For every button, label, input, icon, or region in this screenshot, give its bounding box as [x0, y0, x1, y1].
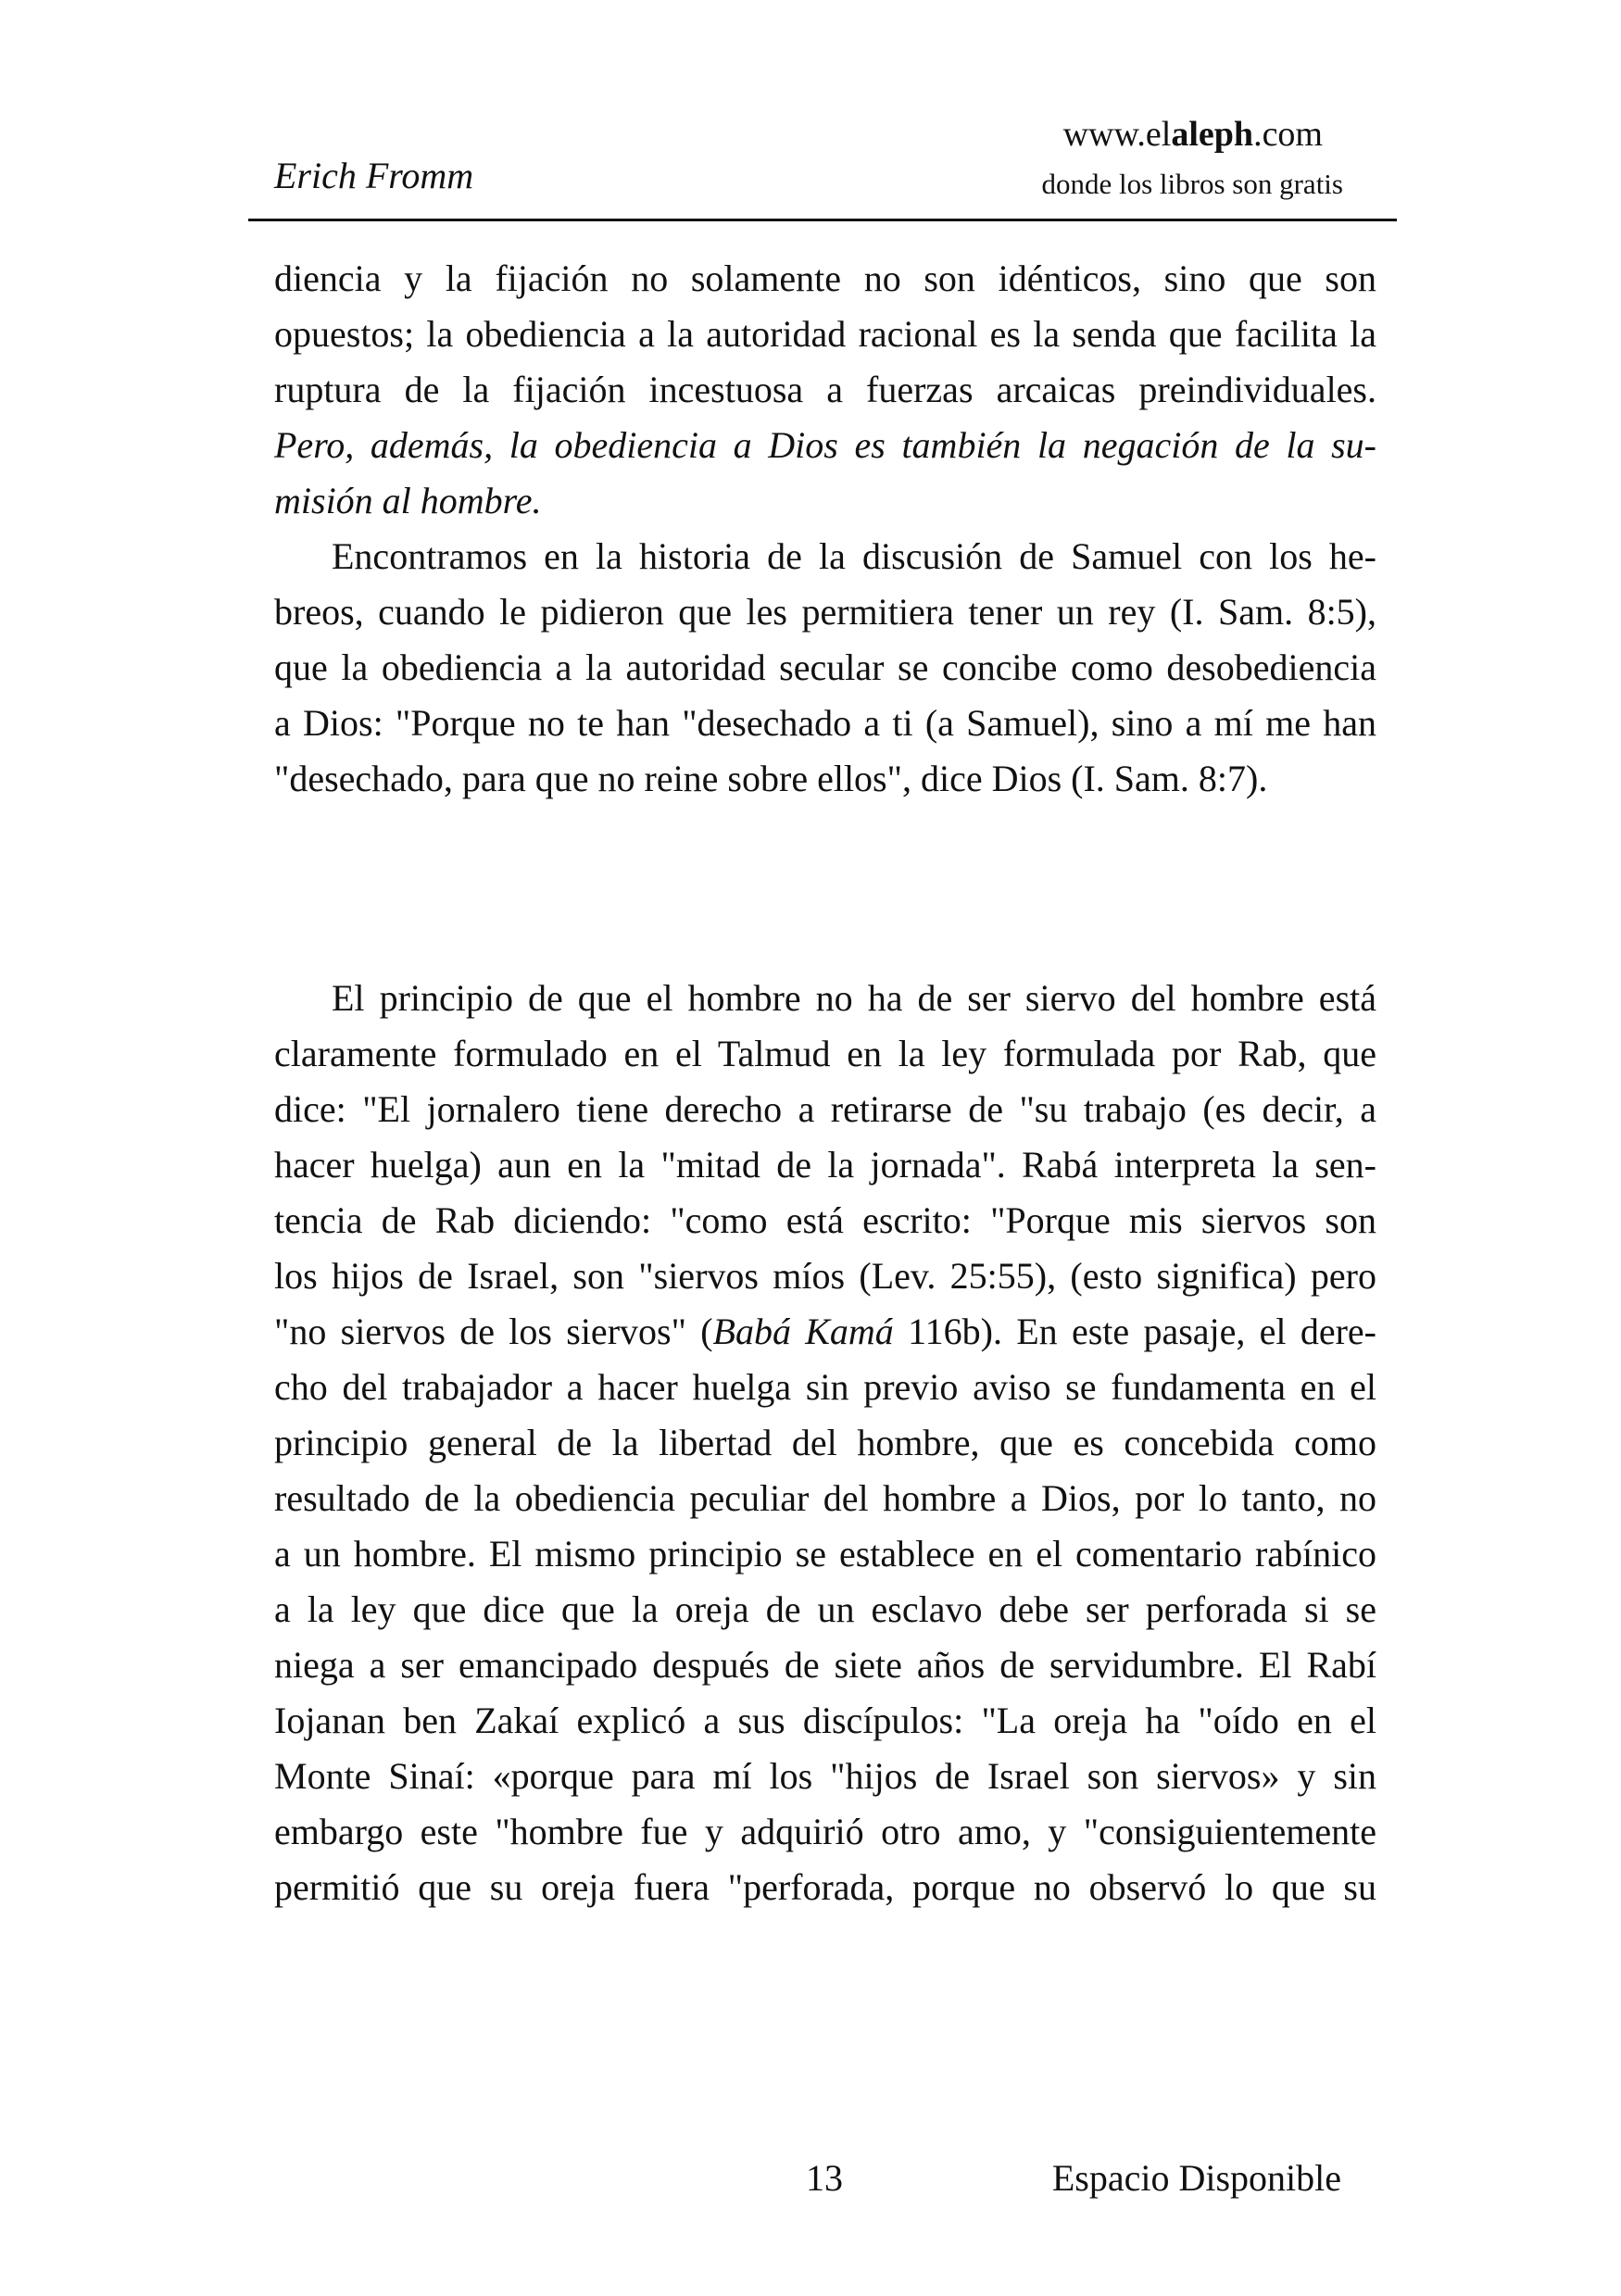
line-start: "no siervos de los siervos" (: [274, 1311, 713, 1352]
text-line: a Dios: "Porque no te han "desechado a ti (a Samuel), sino a mí me han: [274, 702, 1376, 744]
site-bold: aleph: [1171, 115, 1254, 154]
text-line: Monte Sinaí: «porque para mí los "hijos de Israel son siervos» y sin: [274, 1755, 1376, 1797]
text-line: opuestos; la obediencia a la autoridad racional es la senda que facilita la: [274, 313, 1376, 355]
text-line: hacer huelga) aun en la "mitad de la jornada". Rabá interpreta la sen-: [274, 1144, 1376, 1186]
header-author: Erich Fromm: [274, 155, 474, 196]
header-tagline: donde los libros son gratis: [1041, 168, 1343, 200]
site-suffix: .com: [1253, 115, 1323, 154]
paragraph-block-1: [274, 251, 1376, 807]
text-line-mixed: [274, 1304, 1376, 1360]
text-line: ruptura de la fijación incestuosa a fuerzas arcaicas preindividuales.: [274, 369, 1376, 410]
line-end: 116b). En este pasaje, el dere-: [893, 1311, 1376, 1352]
citation-italic: Babá Kamá: [712, 1311, 894, 1352]
text-line: embargo este "hombre fue y adquirió otro amo, y "consiguientemente: [274, 1811, 1376, 1852]
text-line: cho del trabajador a hacer huelga sin previo aviso se fundamenta en el: [274, 1366, 1376, 1408]
text-line: claramente formulado en el Talmud en la ley formulada por Rab, que: [274, 1033, 1376, 1074]
text-line: diencia y la fijación no solamente no son idénticos, sino que son: [274, 257, 1376, 299]
text-line: dice: "El jornalero tiene derecho a retirarse de "su trabajo (es decir, a: [274, 1088, 1376, 1130]
text-line: los hijos de Israel, son "siervos míos (Lev. 25:55), (esto significa) pero: [274, 1255, 1376, 1297]
text-line-italic: misión al hombre.: [274, 480, 542, 521]
text-line: Iojanan ben Zakaí explicó a sus discípulos: "La oreja ha "oído en el: [274, 1700, 1376, 1741]
text-line: resultado de la obediencia peculiar del hombre a Dios, por lo tanto, no: [274, 1477, 1376, 1519]
page-number: 13: [806, 2157, 843, 2199]
text-line: que la obediencia a la autoridad secular se concibe como desobediencia: [274, 646, 1376, 688]
site-prefix: www.el: [1062, 115, 1172, 154]
paragraph-block-2: [274, 971, 1376, 1915]
header-site-url[interactable]: [1063, 113, 1323, 156]
text-line: breos, cuando le pidieron que les permitiera tener un rey (I. Sam. 8:5),: [274, 591, 1376, 633]
text-line: niega a ser emancipado después de siete años de servidumbre. El Rabí: [274, 1644, 1376, 1686]
header-divider: [248, 219, 1397, 221]
text-line: principio general de la libertad del hombre, que es concebida como: [274, 1422, 1376, 1463]
text-line-italic: Pero, además, la obediencia a Dios es también la negación de la su-: [274, 424, 1376, 466]
text-line: a un hombre. El mismo principio se establece en el comentario rabínico: [274, 1533, 1376, 1575]
footer-label: Espacio Disponible: [1051, 2157, 1341, 2199]
text-line: a la ley que dice que la oreja de un esclavo debe ser perforada si se: [274, 1588, 1376, 1630]
text-line: Encontramos en la historia de la discusión de Samuel con los he-: [332, 535, 1376, 577]
text-line: tencia de Rab diciendo: "como está escrito: "Porque mis siervos son: [274, 1199, 1376, 1241]
text-line: El principio de que el hombre no ha de ser siervo del hombre está: [332, 977, 1376, 1019]
text-line: "desechado, para que no reine sobre ellos", dice Dios (I. Sam. 8:7).: [274, 758, 1268, 799]
text-line: permitió que su oreja fuera "perforada, porque no observó lo que su: [274, 1866, 1376, 1908]
